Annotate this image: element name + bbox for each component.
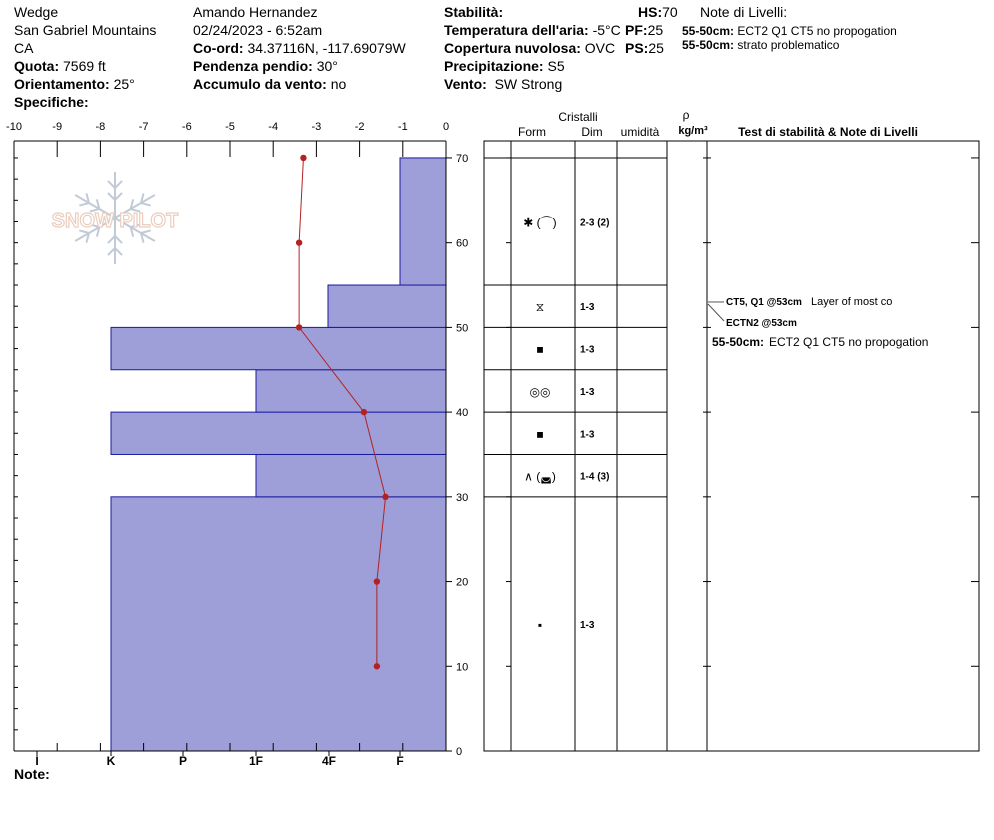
temperature-point <box>374 663 380 669</box>
pf-label: PF: <box>625 22 648 38</box>
hardness-label: K <box>106 754 116 768</box>
hardness-bar <box>256 454 446 496</box>
layer-grain-form: ∧ (◛) <box>524 469 556 484</box>
header-density-symbol: ρ <box>682 108 690 122</box>
layer-note-range: 55-50cm: <box>712 334 765 349</box>
hs-value: 70 <box>662 4 678 20</box>
layer-grain-size: 1-3 <box>580 344 595 356</box>
layer-grain-form: ■ <box>536 342 544 357</box>
layer-grain-form: ■ <box>536 427 544 442</box>
temp-tick-label: -5 <box>225 121 235 133</box>
hs-label: HS: <box>638 4 663 20</box>
test-label: CT5, Q1 @53cm <box>726 296 802 308</box>
note-label: Note: <box>14 766 50 782</box>
layer-notes-title: Note di Livelli: <box>700 4 788 20</box>
snowflake-branch <box>115 181 122 188</box>
hardness-label: I <box>35 754 39 768</box>
layer-grain-form: ⧖ <box>535 300 545 315</box>
aspect-label: Orientamento: <box>14 76 110 92</box>
temp-tick-label: -4 <box>268 121 279 133</box>
precip-value: S5 <box>547 58 565 74</box>
snowflake-branch <box>141 203 151 206</box>
wind-label: Vento: <box>444 76 487 92</box>
layer-note-text: ECT2 Q1 CT5 no propogation <box>769 334 929 349</box>
temp-tick-label: 0 <box>442 121 450 133</box>
layer-grain-size: 1-3 <box>580 302 595 314</box>
datetime: 02/24/2023 - 6:52am <box>193 22 323 38</box>
height-tick-label: 30 <box>456 491 469 504</box>
table-frame <box>484 141 979 751</box>
temp-tick-label: -8 <box>95 121 106 133</box>
aspect-value: 25° <box>113 76 135 92</box>
elevation-label: Quota: <box>14 58 60 74</box>
ps-value: 25 <box>648 40 664 56</box>
header-humidity: umidità <box>620 125 660 139</box>
height-tick-label: 40 <box>456 407 469 420</box>
hardness-bar <box>400 158 446 285</box>
ps-label: PS: <box>625 40 649 56</box>
mountain-range: San Gabriel Mountains <box>14 22 157 38</box>
snowflake-branch <box>108 236 115 243</box>
hardness-label: P <box>178 754 188 768</box>
layer-grain-size: 1-3 <box>580 429 595 441</box>
temp-tick-label: -2 <box>354 121 365 133</box>
air-temp-value: -5°C <box>592 22 621 38</box>
temperature-point <box>374 578 380 584</box>
hardness-bar <box>111 327 446 369</box>
slope-label: Pendenza pendio: <box>193 58 313 74</box>
snowflake-branch <box>115 236 122 243</box>
snowflake-branch <box>79 203 89 206</box>
snowflake-branch <box>108 193 115 200</box>
coord-value: 34.37116N, -117.69079W <box>247 40 406 56</box>
snowflake-branch <box>108 248 115 255</box>
precip-label: Precipitazione: <box>444 58 544 74</box>
layer-note-2-text: strato problematico <box>737 38 840 52</box>
observer: Amando Hernandez <box>193 4 318 20</box>
wind-value: SW Strong <box>494 76 563 92</box>
hardness-label: 1F <box>248 754 264 768</box>
height-tick-label: 0 <box>456 746 463 758</box>
hardness-label: F <box>396 754 404 768</box>
header-tests: Test di stabilità & Note di Livelli <box>738 125 918 139</box>
location-name: Wedge <box>14 4 59 20</box>
height-tick-label: 10 <box>456 661 469 674</box>
pf-value: 25 <box>647 22 664 38</box>
layer-grain-form: ✱ (⌒) <box>523 215 557 230</box>
height-tick-label: 20 <box>456 576 469 589</box>
coord-label: Co-ord: <box>193 40 244 56</box>
test-pointer <box>708 304 724 321</box>
layer-note-1-range: 55-50cm: <box>682 24 735 38</box>
elevation-value: 7569 ft <box>63 58 106 74</box>
temp-tick-label: -9 <box>52 121 63 133</box>
cloud-value: OVC <box>584 40 616 56</box>
snowpilot-logo <box>52 172 179 264</box>
layer-grain-form: ◎◎ <box>529 384 551 399</box>
temperature-point <box>296 324 302 330</box>
temp-tick-label: -7 <box>138 121 149 133</box>
hardness-bar <box>111 497 446 751</box>
temp-tick-label: -10 <box>6 121 22 133</box>
layer-note-2-range: 55-50cm: <box>682 38 735 52</box>
hardness-label: 4F <box>321 754 337 768</box>
temperature-point <box>361 409 367 415</box>
header-crystals: Cristalli <box>558 110 598 124</box>
temperature-point <box>296 239 302 245</box>
wind-loading-value: no <box>330 76 347 92</box>
temp-tick-label: -6 <box>181 121 192 133</box>
temperature-point <box>300 155 306 161</box>
slope-value: 30° <box>316 58 338 74</box>
air-temp-label: Temperatura dell'aria: <box>444 22 589 38</box>
layer-note-1-text: ECT2 Q1 CT5 no propogation <box>737 24 897 38</box>
snowflake-branch <box>115 248 122 255</box>
snowflake-branch <box>108 181 115 188</box>
layer-grain-size: 1-4 (3) <box>580 471 610 483</box>
header-form: Form <box>518 125 546 139</box>
layer-grain-size: 1-3 <box>580 386 595 398</box>
test-note: Layer of most co <box>811 295 893 308</box>
logo-text: SNOW PILOT <box>51 210 179 232</box>
stability-label: Stabilità: <box>444 4 504 20</box>
wind-loading-label: Accumulo da vento: <box>193 76 327 92</box>
test-label: ECTN2 @53cm <box>726 317 797 329</box>
temp-tick-label: -1 <box>397 121 408 133</box>
temp-tick-label: -3 <box>311 121 322 133</box>
state: CA <box>14 40 34 56</box>
header-density-unit: kg/m³ <box>678 125 708 137</box>
height-tick-label: 70 <box>456 152 469 165</box>
layer-grain-form: ▪ <box>537 617 543 632</box>
temperature-point <box>382 494 388 500</box>
height-tick-label: 60 <box>456 237 469 250</box>
layer-grain-size: 2-3 (2) <box>580 217 610 229</box>
header-size: Dim <box>581 125 603 139</box>
hardness-bar <box>111 412 446 454</box>
snowflake-branch <box>115 193 122 200</box>
layer-grain-size: 1-3 <box>580 619 595 631</box>
cloud-label: Copertura nuvolosa: <box>444 40 581 56</box>
hardness-bar <box>328 285 446 327</box>
specifics-label: Specifiche: <box>14 94 89 110</box>
hardness-bar <box>256 370 446 412</box>
height-tick-label: 50 <box>456 322 469 335</box>
